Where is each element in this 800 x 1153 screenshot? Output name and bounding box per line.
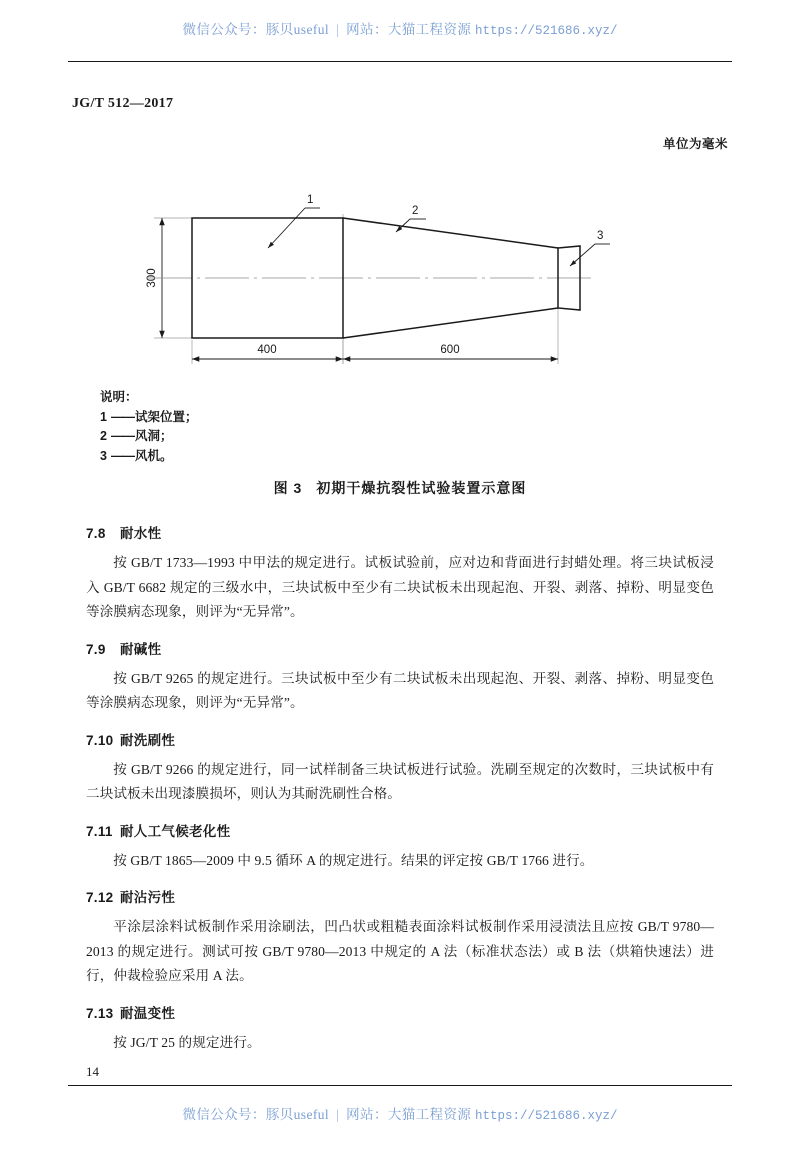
figure-caption-number: 图 3: [273, 480, 303, 496]
figure-diagram: [140, 150, 660, 370]
section-title-7-8: 耐水性: [120, 526, 162, 541]
section-body-7-11: 按 GB/T 1865—2009 中 9.5 循环 A 的规定进行。结果的评定按 GB/T 1766 进行。: [113, 852, 594, 868]
page-number: 14: [86, 1064, 99, 1079]
watermark-wechat-label: 微信公众号：豚贝useful: [182, 22, 330, 37]
section-body-7-10: 按 GB/T 9266 的规定进行，同一试样制备三块试板进行试验。洗刷至规定的次数时，三块试板中有二块试板未出现漆膜损坏，则认为其耐洗刷性合格。: [86, 761, 714, 801]
callout-leader-3: [570, 244, 610, 266]
callout-leader-1: [268, 208, 320, 248]
dimension-label-600: 600: [440, 344, 460, 356]
section-number-7-8: 7.8: [86, 526, 106, 541]
watermark-bottom: [0, 1103, 800, 1123]
legend-item-2-text: 风洞；: [134, 429, 173, 443]
callout-label-3: 3: [597, 230, 604, 242]
watermark-separator-bottom: |: [336, 1107, 340, 1122]
unit-note: 单位为毫米: [662, 137, 728, 151]
section-title-7-13: 耐温变性: [120, 1005, 176, 1021]
extension-lines: [154, 214, 558, 364]
watermark-top: [0, 18, 800, 38]
header-rule: [68, 61, 732, 62]
standard-number: JG/T 512—2017: [72, 96, 174, 111]
legend-item-2-num: 2: [100, 429, 107, 443]
legend-item-1-num: 1: [100, 409, 107, 424]
figure-caption: [0, 478, 800, 498]
dimension-label-400: 400: [257, 344, 277, 356]
section-heading-7-13: [86, 1002, 714, 1022]
legend-item-2: [100, 427, 197, 447]
section-heading-7-8: [86, 522, 714, 542]
legend-title: 说明：: [100, 390, 138, 404]
dimension-label-height: 300: [146, 268, 158, 288]
watermark-site-label: 网站：大猫工程资源: [346, 22, 472, 37]
watermark-url-bottom: https://521686.xyz/: [475, 1109, 618, 1123]
section-heading-7-9: [86, 638, 714, 658]
section-heading-7-10: [86, 729, 714, 749]
section-number-7-12: 7.12: [86, 890, 114, 905]
watermark-url: https://521686.xyz/: [475, 24, 618, 38]
section-number-7-9: 7.9: [86, 641, 106, 657]
watermark-site-label-bottom: 网站：大猫工程资源: [346, 1107, 472, 1122]
section-title-7-9: 耐碱性: [120, 641, 162, 657]
legend-item-3-text: 风机。: [134, 448, 173, 463]
section-title-7-11: 耐人工气候老化性: [120, 823, 231, 839]
callout-label-2: 2: [412, 205, 419, 217]
figure-caption-title: 初期干燥抗裂性试验装置示意图: [316, 480, 527, 496]
section-body-7-9: 按 GB/T 9265 的规定进行。三块试板中至少有二块试板未出现起泡、开裂、剥落、掉粉、明显变色等涂膜病态现象，则评为“无异常”。: [86, 670, 714, 710]
callout-label-1: 1: [307, 194, 314, 206]
section-heading-7-12: [86, 886, 714, 906]
legend-item-3: [100, 447, 197, 467]
legend-item-1: [100, 408, 197, 428]
section-body-7-12: 平涂层涂料试板制作采用涂刷法，凹凸状或粗糙表面涂料试板制作采用浸渍法且应按 GB/T 9780—2013 的规定进行。测试可按 GB/T 9780—2013 中规定的 A 法（标准状态法）或 B 法（烘箱快速法）进行，仲裁检验应采用 A 法。: [86, 919, 714, 983]
section-title-7-10: 耐洗刷性: [120, 732, 176, 748]
section-body-7-13: 按 JG/T 25 的规定进行。: [113, 1034, 261, 1050]
legend-item-3-dash: ——: [110, 448, 134, 463]
watermark-separator: |: [336, 22, 340, 37]
legend-item-3-num: 3: [100, 448, 107, 463]
section-number-7-10: 7.10: [86, 732, 114, 748]
legend-item-1-text: 试架位置；: [134, 409, 198, 424]
footer-rule: [68, 1085, 732, 1086]
legend-item-1-dash: ——: [110, 409, 134, 424]
watermark-wechat-label-bottom: 微信公众号：豚贝useful: [182, 1107, 330, 1122]
section-number-7-13: 7.13: [86, 1005, 114, 1021]
section-body-7-8: 按 GB/T 1733—1993 中甲法的规定进行。试板试验前，应对边和背面进行封蜡处理。将三块试板浸入 GB/T 6682 规定的三级水中，三块试板中至少有二块试板未出现起泡、开裂、剥落、掉粉、明显变色等涂膜病态现象，则评为“无异常”。: [86, 555, 714, 619]
section-heading-7-11: [86, 820, 714, 840]
figure-legend: [100, 388, 197, 466]
section-number-7-11: 7.11: [86, 823, 113, 839]
document-content: [86, 522, 714, 1066]
legend-item-2-dash: ——: [110, 429, 134, 443]
section-title-7-12: 耐沾污性: [120, 890, 176, 905]
